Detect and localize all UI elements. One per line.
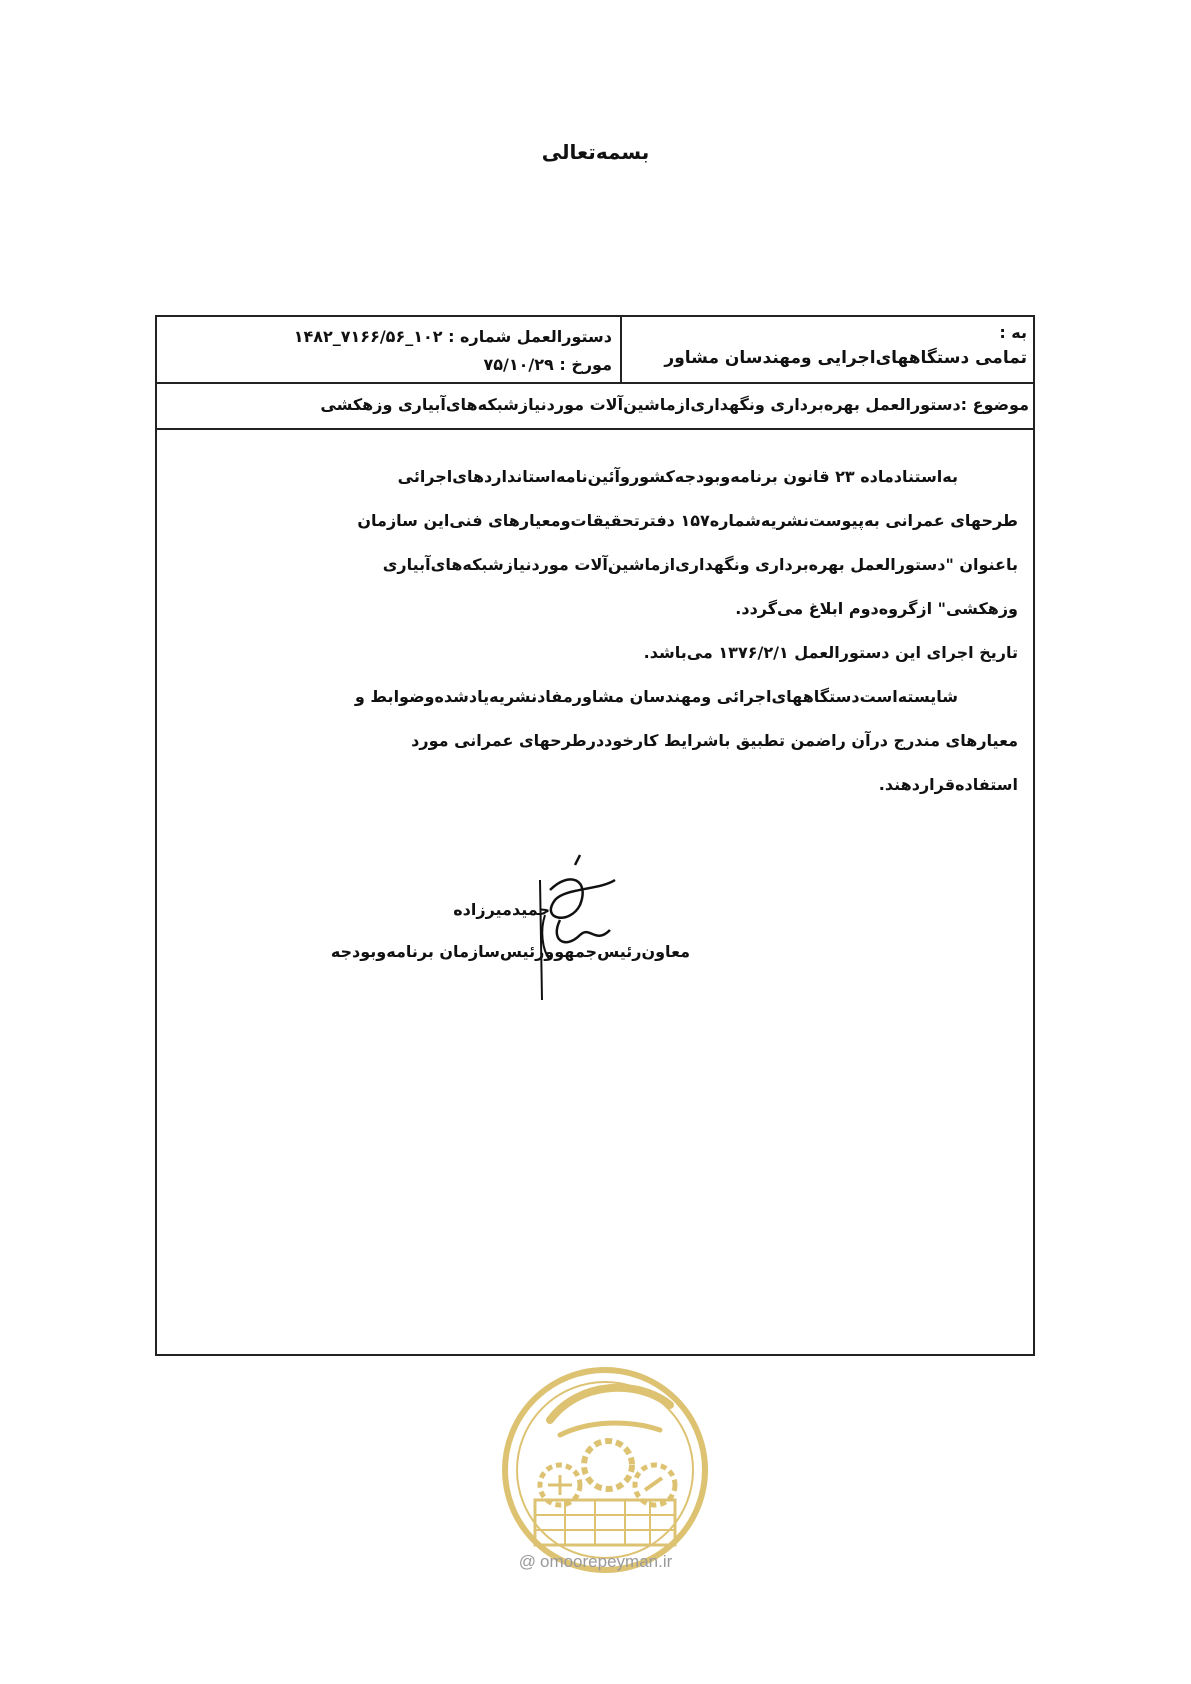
header-divider: [620, 317, 622, 384]
watermark-handle: omoorepeyman.ir: [539, 1552, 673, 1571]
recipient-value: تمامی دستگاههای‌اجرایی ومهندسان مشاور: [664, 348, 1027, 368]
date-value: ۷۵/۱۰/۲۹: [483, 355, 554, 374]
date-label: مورخ :: [559, 355, 612, 374]
signature-block: [210, 880, 690, 1040]
instruction-number: ۱۰۲_۷۱۶۶/۵۶_۱۴۸۲: [293, 327, 443, 346]
instruction-number-label: دستورالعمل شماره :: [448, 327, 612, 346]
date-line: [165, 351, 612, 379]
instruction-number-line: [165, 323, 612, 351]
watermark-at-symbol: @: [518, 1552, 536, 1571]
recipient-cell: [622, 317, 1033, 382]
subject-line: موضوع :دستورالعمل بهره‌برداری ونگهداری‌ازماشین‌آلات موردنیازشبکه‌های‌آبیاری وزهکشی: [157, 384, 1033, 430]
signatory-name: حمیدمیرزاده: [453, 900, 550, 919]
document-heading: بسمه‌تعالی: [541, 140, 650, 164]
body-line: تاریخ اجرای این دستورالعمل ۱۳۷۶/۲/۱ می‌باشد.: [643, 643, 1018, 662]
body-line: استفاده‌قراردهند.: [878, 775, 1018, 794]
body-line: به‌استنادماده ۲۳ قانون برنامه‌وبودجه‌کشوروآئین‌نامه‌استانداردهای‌اجرائی: [397, 467, 958, 486]
body-line: شایسته‌است‌دستگاههای‌اجرائی ومهندسان مشاورمفادنشریه‌یادشده‌وضوابط و: [354, 687, 958, 706]
reference-cell: [157, 317, 620, 382]
body-line: معیارهای مندرج درآن راضمن تطبیق باشرایط کارخوددرطرحهای عمرانی مورد: [411, 731, 1018, 750]
body-line: طرحهای عمرانی به‌پیوست‌نشریه‌شماره۱۵۷ دفترتحقیقات‌ومعیارهای فنی‌این سازمان: [357, 511, 1018, 530]
watermark: [0, 1552, 1191, 1572]
body-line: وزهکشی" ازگروه‌دوم ابلاغ می‌گردد.: [735, 599, 1018, 618]
recipient-label: به :: [999, 323, 1027, 342]
body-line: باعنوان "دستورالعمل بهره‌برداری ونگهداری‌ازماشین‌آلات موردنیازشبکه‌های‌آبیاری: [382, 555, 1018, 574]
letter-body: [200, 455, 1018, 807]
header-row: [157, 317, 1033, 384]
signatory-title: معاون‌رئیس‌جمهوورئیس‌سازمان برنامه‌وبودجه: [330, 942, 690, 961]
